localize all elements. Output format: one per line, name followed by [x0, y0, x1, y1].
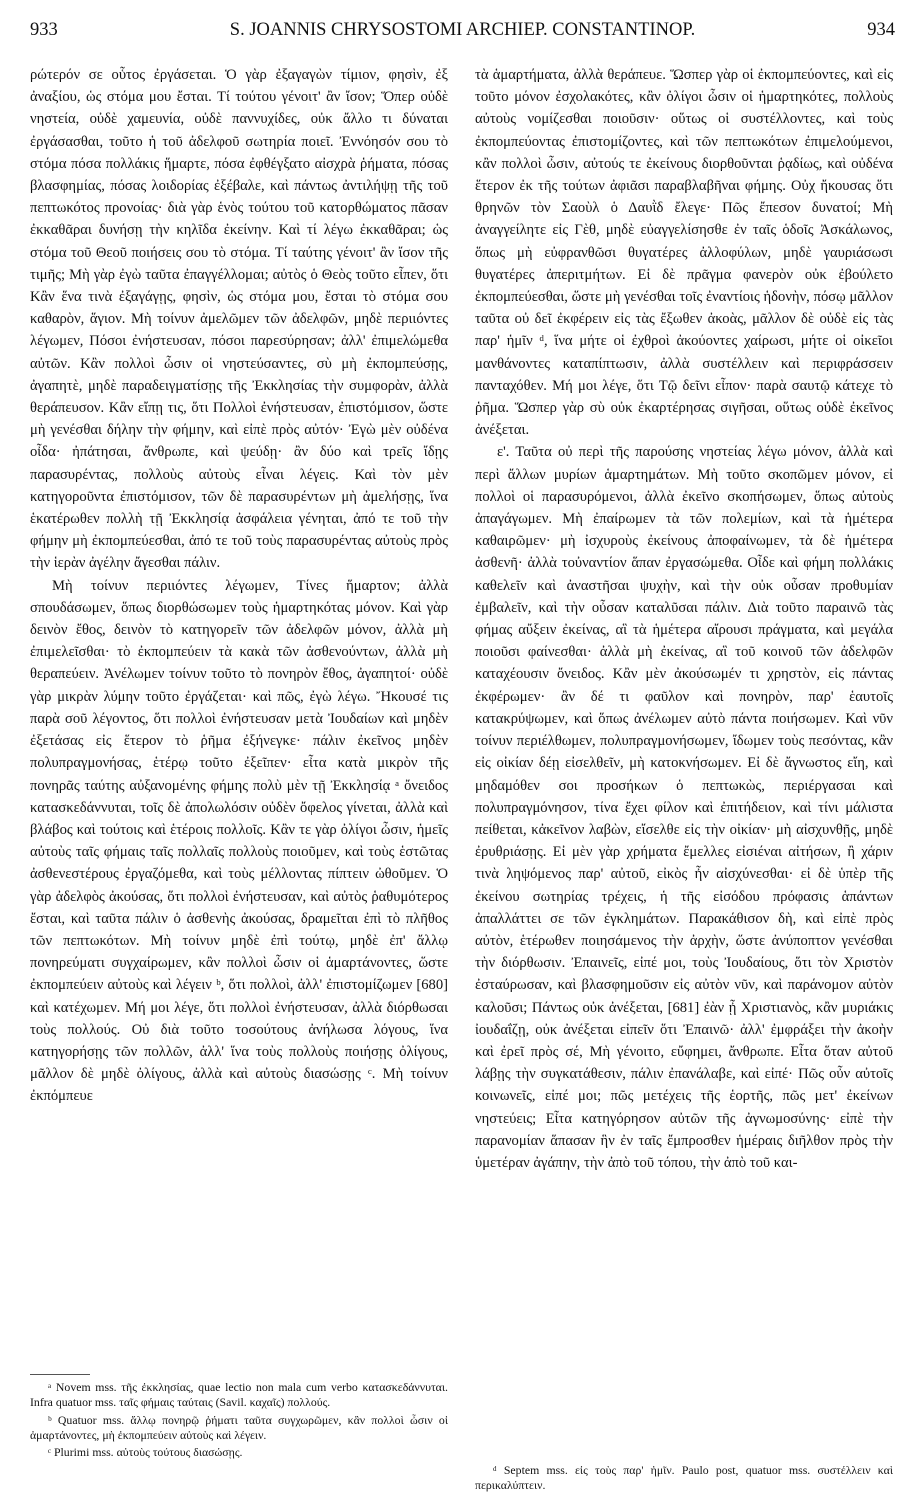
paragraph: ρώτερόν σε οὗτος ἐργάσεται. Ὁ γὰρ ἐξαγαγὼν τίμιον, φησὶν, ἐξ ἀναξίου, ὡς στόμα μου ἔσται. Τί τούτου γένοιτ' ἂν ἴσον; Ὅπερ οὐδὲ νηστεία, οὐδὲ χαμευνία, οὐδὲ παννυχίδες, οὐκ ἄλλο τι δύναται ἐργάσασθαι, τοῦτο ἡ τοῦ ἀδελφοῦ σωτηρία ποιεῖ. Ἐννόησόν σου τὸ στόμα πόσα πολλάκις ἥμαρτε, πόσα ἐφθέγξατο αἰσχρὰ ῥήματα, πόσας βλασφημίας, πόσας λοιδορίας ἐξέβαλε, καὶ πάντως ἀντιλήψῃ τῆς τοῦ πεπτωκότος προνοίας· διὰ γὰρ ἑνὸς τούτου τοῦ κατορθώματος πᾶσαν ἐκκαθᾶραι δυνήσῃ τὴν κηλῖδα ἐκείνην. Καὶ τί λέγω ἐκκαθᾶραι; ὡς στόμα τοῦ Θεοῦ ποιήσεις σου τὸ στόμα. Τί ταύτης γένοιτ' ἂν ἴσον τῆς τιμῆς; Μὴ γὰρ ἐγὼ ταῦτα ἐπαγγέλλομαι; αὐτὸς ὁ Θεὸς τοῦτο εἶπεν, ὅτι Κἂν ἕνα τινὰ ἐξαγάγῃς, φησὶν, ὡς στόμα μου, ἔσται τὸ στόμα σου καθαρὸν, ἅγιον. Μὴ τοίνυν ἀμελῶμεν τῶν ἀδελφῶν, μηδὲ περιιόντες λέγωμεν, Πόσοι ἐνήστευσαν, πόσοι παρεσύρησαν; ἀλλ' ἐπιμελώμεθα αὐτῶν. Κἂν πολλοὶ ὦσιν οἱ νηστεύσαντες, σὺ μὴ ἐκπομπεύσῃς, ἀγαπητὲ, μηδὲ παραδειγματίσῃς τῆς Ἐκκλησίας τὴν συμφορὰν, ἀλλὰ θεράπευσον. Κἂν εἴπῃ τις, ὅτι Πολλοὶ ἐνήστευσαν, ἐπιστόμισον, ὥστε μὴ γενέσθαι δήλην τὴν φήμην, καὶ εἰπὲ πρὸς αὐτόν· Ἐγὼ μὲν οὐδένα οἶδα· ἠπάτησαι, ἄνθρωπε, καὶ ψεύδῃ· ἂν δύο καὶ τρεῖς ἴδῃς παρασυρέντας, πολλοὺς αὐτοὺς εἶναι λέγεις. Καὶ τὸν μὲν κατηγοροῦντα ἐπιστόμισον, τῶν δὲ παρασυρέντων μὴ ἀμελήσῃς, ἵνα ἑκατέρωθεν πολλὴ τῇ Ἐκκλησίᾳ ἀσφάλεια γένηται, ἀπό τε τοῦ τὴν φήμην μὴ ἐκπομπεύεσθαι, ἀπό τε τοῦ τοὺς παρασυρέντας αὐτοὺς πρὸς τὴν ἱερὰν ἀγέλην ἄγεσθαι πάλιν.	[30, 67, 448, 572]
running-title: S. JOANNIS CHRYSOSTOMI ARCHIEP. CONSTANTINOP.	[229, 20, 696, 40]
right-page-number: 934	[867, 20, 895, 40]
left-page-number: 933	[30, 20, 58, 40]
paragraph: τὰ ἁμαρτήματα, ἀλλὰ θεράπευε. Ὥσπερ γὰρ οἱ ἐκπομπεύοντες, καὶ εἰς τοῦτο μόνον ἐσχολακότες, κἂν ὀλίγοι ὦσιν οἱ ἡμαρτηκότες, πολλοὺς αὐτοὺς νομίζεσθαι ποιοῦσιν· οὕτως οἱ συστέλλοντες, καὶ τοὺς ἐκπομπεύοντας ἐπιστομίζοντες, καὶ τῶν πεπτωκότων ἐπιμελούμενοι, κἂν πολλοὶ ὦσιν, αὐτούς τε ἐκείνους διορθοῦνται ῥᾳδίως, καὶ οὐδένα ἕτερον ἐκ τῆς τούτων ἀφιᾶσι παραβλαβῆναι φήμης. Οὐχ ἤκουσας ὅτι θρηνῶν τὸν Σαοὺλ ὁ Δαυῒδ ἔλεγε· Πῶς ἔπεσον δυνατοί; Μὴ ἀναγγείλητε εἰς Γὲθ, μηδὲ εὐαγγελίσησθε ἐν ταῖς ὁδοῖς Ἀσκάλωνος, ὅπως μὴ εὐφρανθῶσι θυγατέρες ἀλλοφύλων, μηδὲ γαυριάσωσι θυγατέρες ἀπεριτμήτων. Εἰ δὲ πρᾶγμα φανερὸν οὐκ ἐβούλετο ἐκπομπεύεσθαι, ὥστε μὴ γενέσθαι τοῖς ἐναντίοις ἡδονὴν, πόσῳ μᾶλλον ταῦτα οὐ δεῖ ἐκφέρειν εἰς τὰς ἔξωθεν ἀκοὰς, μᾶλλον δὲ οὐδὲ εἰς τὰς παρ' ἡμῖν ᵈ, ἵνα μήτε οἱ ἐχθροὶ ἀκούοντες χαίρωσι, μήτε οἱ οἰκεῖοι μανθάνοντες καταπίπτωσιν, ἀλλὰ συστέλλειν καὶ περιφράσσειν πανταχόθεν. Μή μοι λέγε, ὅτι Τῷ δεῖνι εἶπον· παρὰ σαυτῷ κάτεχε τὸ ῥῆμα. Ὥσπερ γὰρ σὺ οὐκ ἐκαρτέρησας σιγῆσαι, οὕτως οὐδὲ ἐκεῖνος ἀνέξεται.	[475, 67, 893, 439]
footnote: ᵇ Quatuor mss. ἄλλῳ πονηρῷ ῥήματι ταῦτα συγχωρῶμεν, κἂν πολλοὶ ὦσιν οἱ ἁμαρτάνοντες, μὴ ἐκπομπεύειν αὐτοὺς καὶ λέγειν.	[30, 1412, 448, 1442]
right-column	[475, 64, 893, 1174]
paragraph: ε'. Ταῦτα οὐ περὶ τῆς παρούσης νηστείας λέγω μόνον, ἀλλὰ καὶ περὶ ἄλλων μυρίων ἁμαρτημάτων. Μὴ τοῦτο σκοπῶμεν μόνον, εἰ πολλοὶ οἱ παρασυρόμενοι, ἀλλὰ ἐκεῖνο σκοπήσωμεν, ὅπως αὐτοὺς ἀπαγάγωμεν. Μὴ ἐπαίρωμεν τὰ τῶν πολεμίων, καὶ τὰ ἡμέτερα καθαιρῶμεν· μὴ ἰσχυροὺς ἐκείνους ἀποφαίνωμεν, τὰ δὲ ἡμέτερα ἀσθενῆ· ἀλλὰ τοὐναντίον ἅπαν ἐργασώμεθα. Οἶδε καὶ φήμη πολλάκις καθελεῖν καὶ ἀναστῆσαι ψυχὴν, καὶ τὴν οὐκ οὖσαν προθυμίαν ἐμβαλεῖν, καὶ τὴν οὖσαν καταλῦσαι πάλιν. Διὰ τοῦτο παραινῶ τὰς φήμας αὔξειν ἐκείνας, αἳ τὰ ἡμέτερα αἴρουσι πράγματα, καὶ μεγάλα ποιοῦσι φαίνεσθαι· ἀλλὰ μὴ ἐκείνας, αἳ τοῦ κοινοῦ τῶν ἀδελφῶν καταχέουσιν ὄνειδος. Κἂν μὲν ἀκούσωμέν τι χρηστὸν, εἰς πάντας ἐκφέρωμεν· ἂν δέ τι φαῦλον καὶ πονηρὸν, παρ' ἑαυτοῖς κατακρύψωμεν, καὶ ὅπως ἀνέλωμεν αὐτὸ πάντα ποιήσωμεν. Καὶ νῦν τοίνυν περιέλθωμεν, πολυπραγμονήσωμεν, ἴδωμεν τοὺς πεσόντας, κἂν εἰς οἰκίαν δέῃ εἰσελθεῖν, μὴ κατοκνήσωμεν. Εἰ δὲ ἄγνωστος εἴη, καὶ μηδαμόθεν σοι προσήκων ὁ πεπτωκὼς, περιέργασαι καὶ πολυπραγμόνησον, τίνα ἔχει φίλον καὶ ἐπιτήδειον, καὶ τίνι μάλιστα πείθεται, κἀκεῖνον λαβὼν, εἴσελθε εἰς τὴν οἰκίαν· μὴ αἰσχυνθῇς, μηδὲ ἐρυθριάσῃς. Εἰ μὲν γὰρ χρήματα ἔμελλες εἰσιέναι αἰτήσων, ἢ χάριν τινὰ ληψόμενος παρ' αὐτοῦ, εἰκὸς ἦν αἰσχύνεσθαι· εἰ δὲ ὑπὲρ τῆς ἐκείνου σωτηρίας τρέχεις, ἡ τῆς εἰσόδου πρόφασις ἁπάντων ἀπαλλάττει σε τῶν ἐγκλημάτων. Παρακάθισον δὴ, καὶ εἰπὲ πρὸς αὐτὸν, ἑτέρωθεν ποιησάμενος τὴν ἀρχὴν, ὥστε ἀνύποπτον γενέσθαι τὴν διόρθωσιν. Ἐπαινεῖς, εἰπέ μοι, τοὺς Ἰουδαίους, ὅτι τὸν Χριστὸν ἐσταύρωσαν, καὶ βλασφημοῦσιν εἰς αὐτὸν νῦν, καὶ παράνομον αὐτὸν καλοῦσι; Πάντως οὐκ ἀνέξεται, [681] ἐὰν ᾖ Χριστιανὸς, κἂν μυριάκις ἰουδαΐζῃ, οὐκ ἀνέξεται εἰπεῖν ὅτι Ἐπαινῶ· ἀλλ' ἐμφράξει τὴν ἀκοὴν καὶ ἐρεῖ πρὸς σέ, Μὴ γένοιτο, εὔφημει, ἄνθρωπε. Εἶτα ὅταν αὐτοῦ λάβῃς τὴν συγκατάθεσιν, πάλιν ἐπανάλαβε, καὶ εἰπέ· Πῶς οὖν αὐτοῖς κοινωνεῖς, εἰπέ μοι; πῶς μετέχεις τῆς ἑορτῆς, πῶς μετ' ἐκείνων νηστεύεις; Εἶτα κατηγόρησον αὐτῶν τῆς ἀγνωμοσύνης· εἰπὲ τὴν παρανομίαν ἅπασαν ἣν ἐν ταῖς ἔμπροσθεν ἡμέραις διῆλθον πρὸς τὴν ὑμετέραν ἀγάπην, τὴν ἀπὸ τοῦ τόπου, τὴν ἀπὸ τοῦ και-	[475, 444, 893, 1171]
footnote: ᵃ Novem mss. τῆς ἐκκλησίας, quae lectio non mala cum verbo κατασκεδάννυται. Infra quatuor mss. ταῖς φήμαις ταύταις (Savil. καχαῖς) πολλούς.	[30, 1380, 448, 1410]
left-column	[30, 64, 448, 1108]
footnote: ᵈ Septem mss. εἰς τοὺς παρ' ἡμῖν. Paulo post, quatuor mss. συστέλλειν καὶ περικαλύπτειν.	[475, 1463, 893, 1493]
paragraph: Μὴ τοίνυν περιιόντες λέγωμεν, Τίνες ἥμαρτον; ἀλλὰ σπουδάσωμεν, ὅπως διορθώσωμεν τοὺς ἡμαρτηκότας μόνον. Καὶ γὰρ δεινὸν ἔθος, δεινὸν τὸ κατηγορεῖν τῶν ἀδελφῶν μόνον, ἀλλὰ μὴ ἐπιμελεῖσθαι· τὸ ἐκπομπεύειν τὰ κακὰ τῶν ἀσθενούντων, ἀλλὰ μὴ θεραπεύειν. Ἀνέλωμεν τοίνυν τοῦτο τὸ πονηρὸν ἔθος, ἀγαπητοί· οὐδὲ γὰρ μικρὰν λύμην τοῦτο ἐργάζεται· καὶ πῶς, ἐγὼ λέγω. Ἤκουσέ τις παρὰ σοῦ λέγοντος, ὅτι πολλοὶ ἐνήστευσαν μετὰ Ἰουδαίων καὶ μηδὲν ἐξετάσας εἰς ἕτερον τὸ ῥῆμα ἐξήνεγκε· πάλιν ἐκεῖνος μηδὲν πολυπραγμονήσας, ἑτέρῳ τοῦτο ἐξεῖπεν· εἶτα κατὰ μικρὸν τῆς πονηρᾶς ταύτης αὐξανομένης φήμης πολὺ μὲν τῇ Ἐκκλησίᾳ ᵃ ὄνειδος κατασκεδάννυται, τοῖς δὲ ἀπολωλόσιν οὐδὲν ὄφελος γίνεται, ἀλλὰ καὶ βλάβος καὶ τούτοις καὶ ἑτέροις πολλοῖς. Κἂν τε γὰρ ὀλίγοι ὦσιν, ἡμεῖς αὐτοὺς ταῖς φήμαις ταῖς πολλαῖς πολλοὺς ποιοῦμεν, καὶ τοὺς ἑστῶτας ἀσθενεστέρους ἐργαζόμεθα, καὶ τοὺς μέλλοντας πίπτειν ὠθοῦμεν. Ὁ γὰρ ἀδελφὸς ἀκούσας, ὅτι πολλοὶ ἐνήστευσαν, καὶ αὐτὸς ῥαθυμότερος ἔσται, καὶ ταῦτα πάλιν ὁ ἀσθενὴς ἀκούσας, δραμεῖται ἐπὶ τὸ πλῆθος τῶν πεπτωκότων. Μὴ τοίνυν μηδὲ ἐπὶ τούτῳ, μηδὲ ἐπ' ἄλλῳ πονηρεύματι συγχαίρωμεν, κἂν πολλοὶ ὦσιν οἱ ἁμαρτάνοντες, ὥστε ἐκπομπεύειν αὐτοὺς καὶ λέγειν ᵇ, ὅτι πολλοὶ, ἀλλ' ἐπιστομίζωμεν [680] καὶ κατέχωμεν. Μή μοι λέγε, ὅτι πολλοὶ ἐνήστευσαν, ἀλλὰ διόρθωσαι τοὺς πολλούς. Οὐ διὰ τοῦτο τοσούτους ἀνήλωσα λόγους, ἵνα κατηγορήσῃς τῶν πολλῶν, ἀλλ' ἵνα τοὺς πολλοὺς ποιήσῃς ὀλίγους, μᾶλλον δὲ μηδὲ ὀλίγους, ἀλλὰ καὶ αὐτοὺς διασώσῃς ᶜ. Μὴ τοίνυν ἐκπόμπευε	[30, 577, 448, 1105]
footnote: ᶜ Plurimi mss. αὐτοὺς τούτους διασώσῃς.	[48, 1445, 243, 1460]
page-header	[30, 20, 895, 46]
footnotes-left	[30, 1380, 448, 1462]
footnotes-right	[475, 1463, 893, 1496]
footnote-divider	[30, 1374, 90, 1375]
